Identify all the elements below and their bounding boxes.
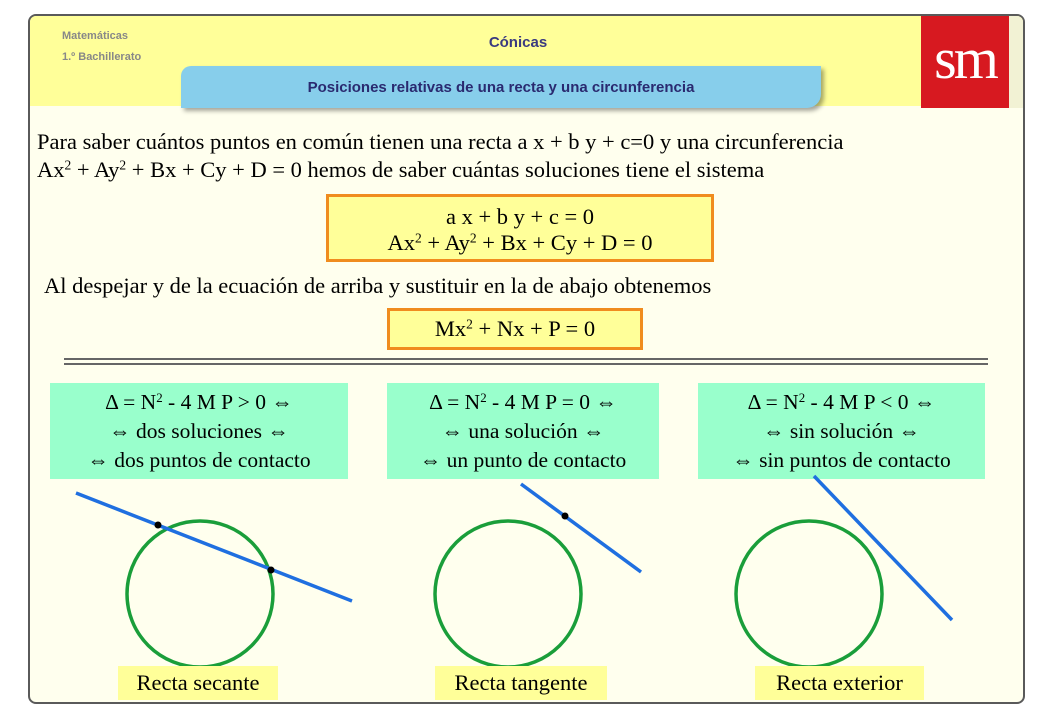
exponent: 2 xyxy=(798,390,806,405)
contact-point xyxy=(155,522,162,529)
case-contacts: ⇔ un punto de contacto xyxy=(419,448,627,472)
exponent: 2 xyxy=(64,157,72,173)
exponent: 2 xyxy=(480,390,487,405)
system-equation-1: a x + b y + c = 0 xyxy=(445,204,595,229)
contact-point xyxy=(562,513,569,520)
substitution-text: Al despejar y de la ecuación de arriba y sustituir en la de abajo obtenemos xyxy=(44,273,712,298)
case-contacts: ⇔ dos puntos de contacto xyxy=(87,448,311,472)
case-condition xyxy=(50,388,348,417)
divider-line xyxy=(64,363,988,365)
label-tangent: Recta tangente xyxy=(435,666,607,700)
intro-line-1: Para saber cuántos puntos en común tienen una recta a x + b y + c=0 y una circunferencia xyxy=(37,129,844,154)
tangent-circle xyxy=(435,521,581,667)
case-text: Δ = N xyxy=(747,390,799,414)
case-box-tangent xyxy=(387,383,659,479)
case-text: - 4 M P = 0 ⇔ xyxy=(486,390,617,414)
exponent: 2 xyxy=(156,390,163,405)
tangent-line xyxy=(521,484,641,572)
equation-text: + Ay xyxy=(421,230,470,255)
secant-line xyxy=(76,493,352,601)
case-condition xyxy=(387,388,659,417)
equation-text: + Bx + Cy + D = 0 xyxy=(476,230,653,255)
page-title: Cónicas xyxy=(488,34,548,51)
equation-text: + Nx + P = 0 xyxy=(472,316,596,341)
quadratic-equation-box xyxy=(387,308,643,350)
equation-text: Mx xyxy=(434,316,467,341)
case-text: - 4 M P < 0 ⇔ xyxy=(805,390,936,414)
case-solutions: ⇔ dos soluciones ⇔ xyxy=(109,419,289,443)
sm-logo xyxy=(921,16,1009,108)
exterior-circle xyxy=(736,521,882,667)
contact-point xyxy=(268,567,275,574)
intro-line-2 xyxy=(37,157,764,183)
exponent: 2 xyxy=(469,230,477,246)
case-text: Δ = N xyxy=(105,390,157,414)
exterior-line xyxy=(814,476,952,620)
subject-name: Matemáticas xyxy=(62,30,129,42)
case-text: - 4 M P > 0 ⇔ xyxy=(162,390,293,414)
exponent: 2 xyxy=(466,316,473,332)
case-text: Δ = N xyxy=(429,390,481,414)
case-condition xyxy=(698,388,985,417)
equation-system-box xyxy=(326,194,714,262)
section-subtitle: Posiciones relativas de una recta y una circunferencia xyxy=(181,66,821,108)
case-contacts: ⇔ sin puntos de contacto xyxy=(732,448,951,472)
equation-text: Ax xyxy=(387,230,416,255)
exponent: 2 xyxy=(119,157,127,173)
intro-text: + Ay xyxy=(71,157,120,182)
intro-text: Ax xyxy=(37,157,65,182)
label-exterior: Recta exterior xyxy=(755,666,924,700)
course-level: 1.º Bachillerato xyxy=(62,51,142,63)
logo-shadow xyxy=(1009,16,1025,108)
subject-label xyxy=(62,26,141,68)
slide xyxy=(28,14,1025,704)
intro-text: + Bx + Cy + D = 0 hemos de saber cuántas soluciones tiene el sistema xyxy=(126,157,765,182)
logo-text: sm xyxy=(934,25,996,91)
divider-line xyxy=(64,358,988,360)
secant-circle xyxy=(127,521,273,667)
case-box-exterior xyxy=(698,383,985,479)
exponent: 2 xyxy=(415,230,422,246)
case-solutions: ⇔ una solución ⇔ xyxy=(441,419,605,443)
case-solutions: ⇔ sin solución ⇔ xyxy=(762,419,921,443)
system-equation-2 xyxy=(329,230,711,256)
geometry-illustrations xyxy=(30,16,1025,704)
case-box-secant xyxy=(50,383,348,479)
label-secant: Recta secante xyxy=(118,666,278,700)
